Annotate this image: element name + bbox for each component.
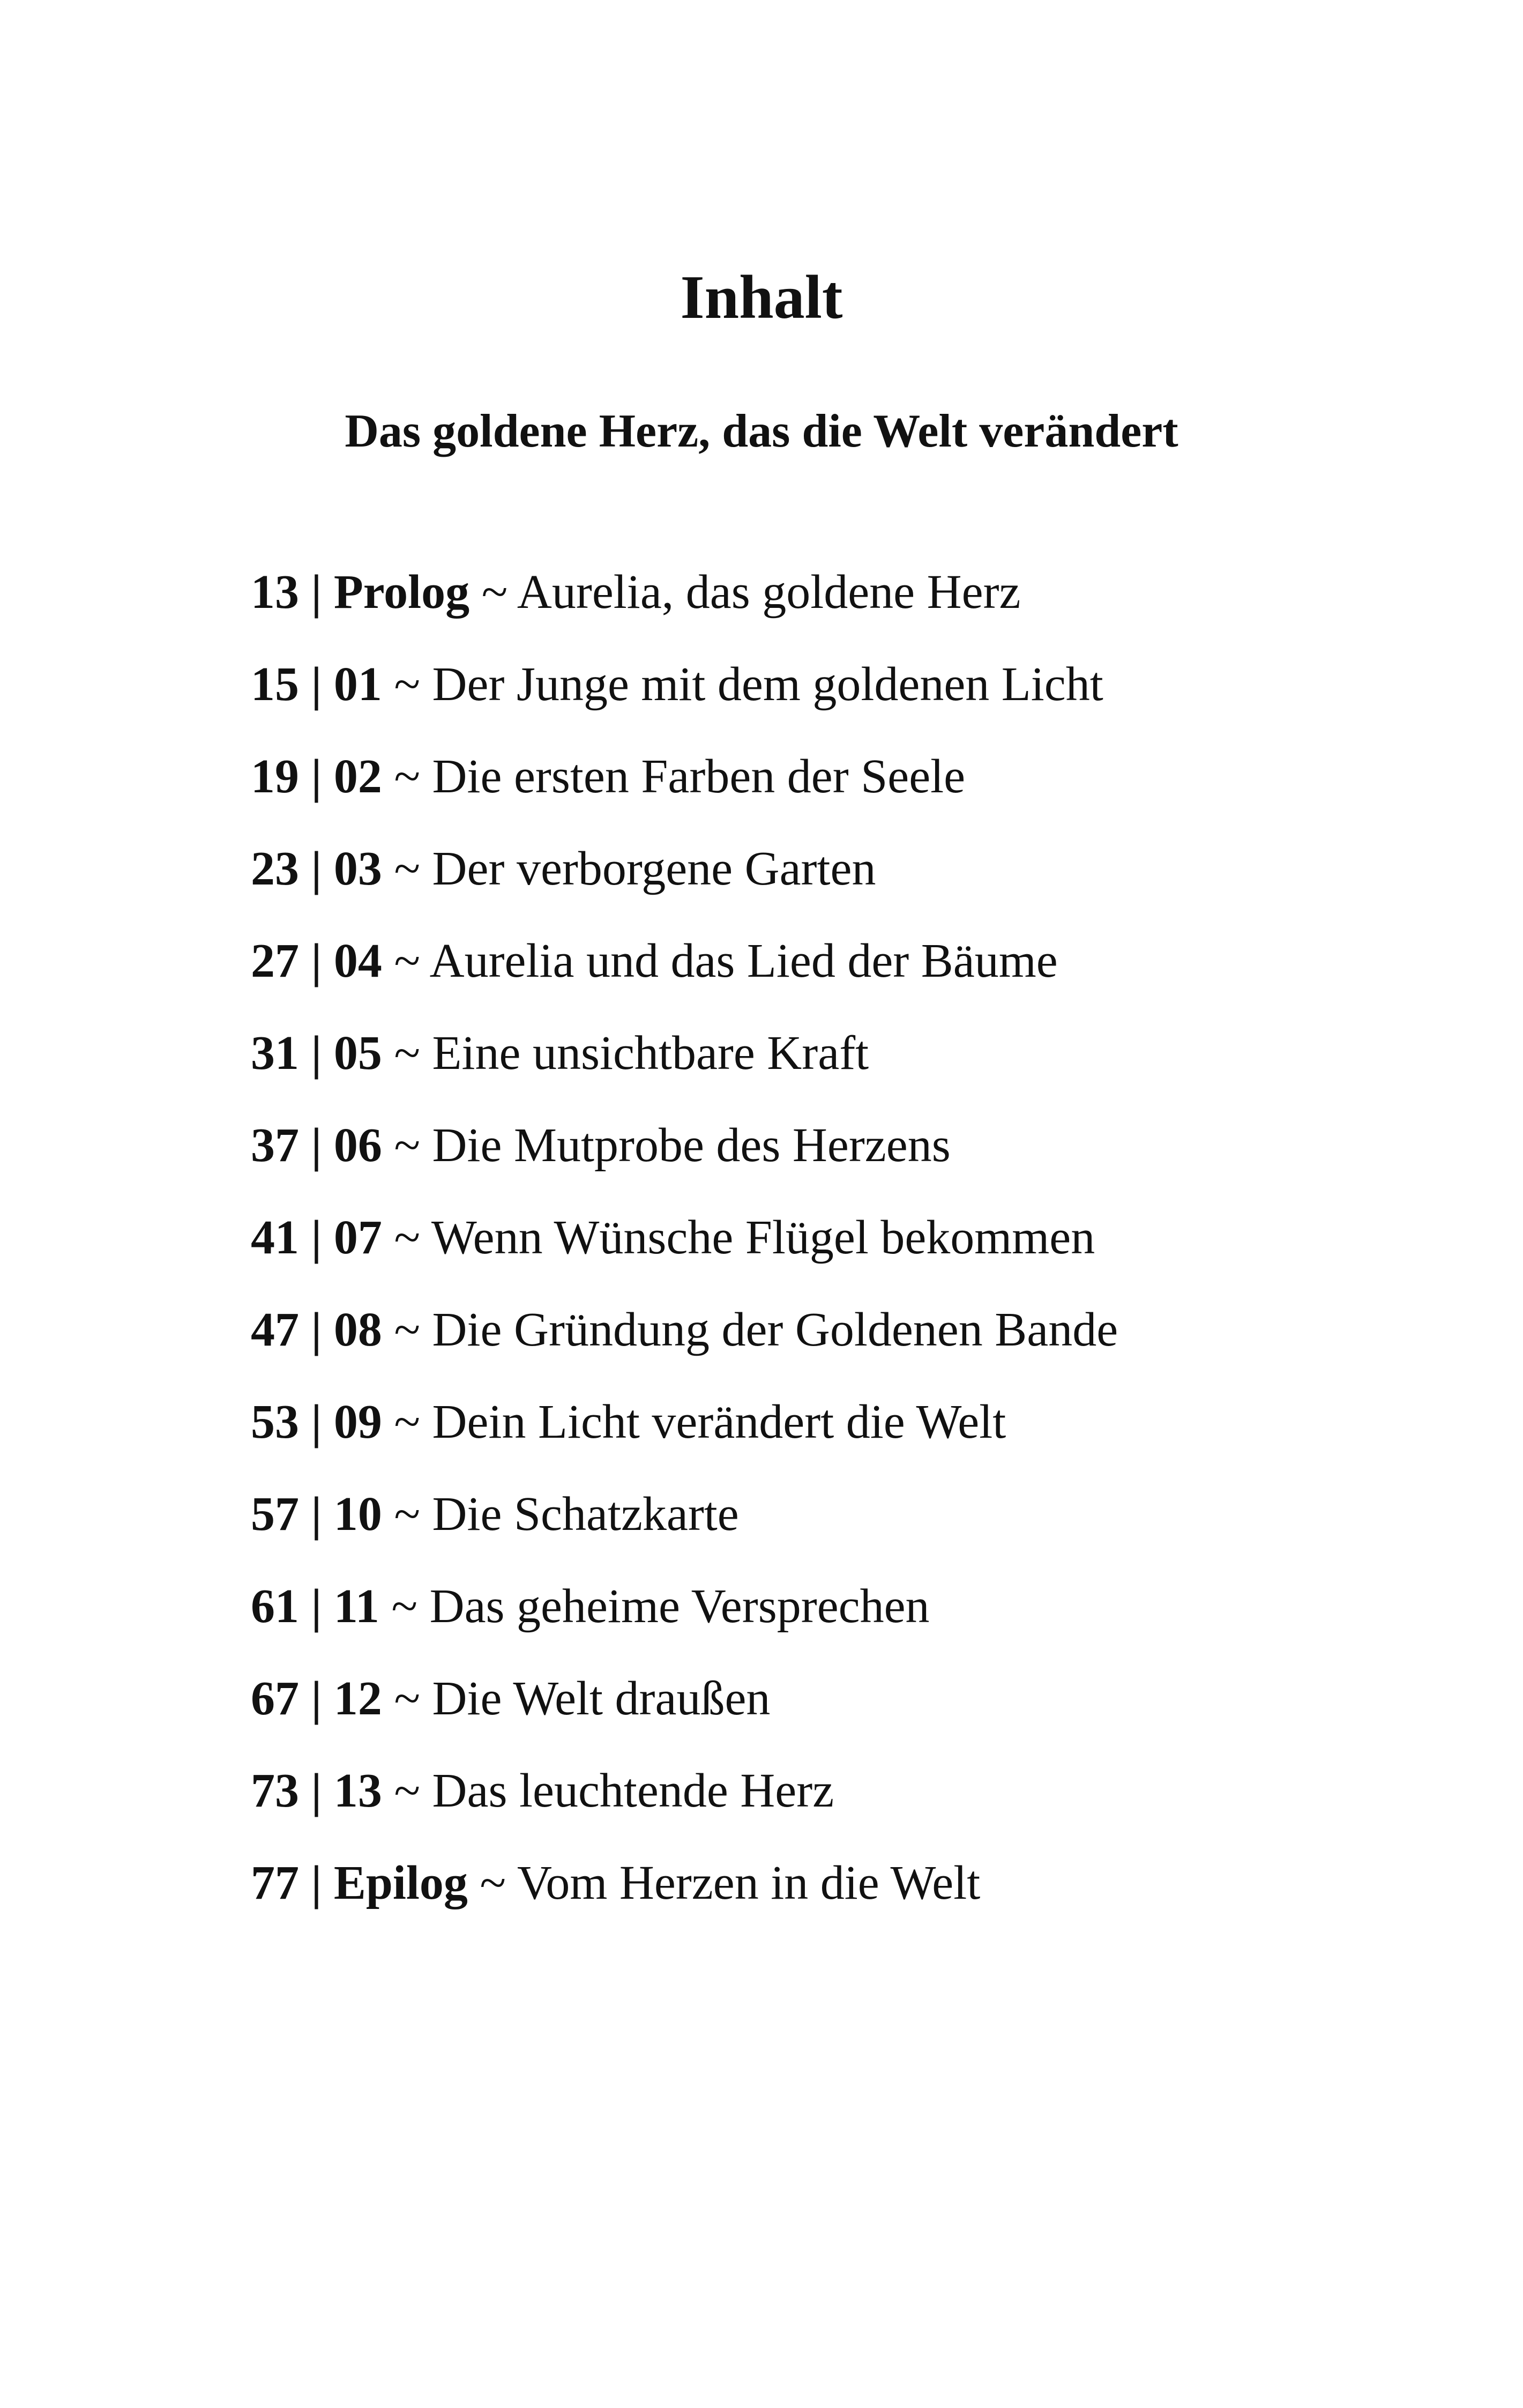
toc-chapter-number: Prolog	[333, 566, 470, 619]
toc-chapter-title: Der Junge mit dem goldenen Licht	[432, 658, 1103, 711]
toc-tilde: ~	[394, 934, 421, 987]
toc-tilde: ~	[394, 1764, 421, 1817]
toc-chapter-title: Die Gründung der Goldenen Bande	[432, 1303, 1118, 1356]
toc-page-number: 57	[251, 1488, 299, 1541]
toc-separator: |	[311, 1303, 322, 1356]
toc-tilde: ~	[394, 1119, 421, 1172]
toc-separator: |	[311, 842, 322, 895]
toc-chapter-number: 02	[333, 750, 382, 803]
toc-chapter-title: Die Schatzkarte	[432, 1488, 739, 1541]
toc-page-number: 41	[251, 1211, 299, 1264]
toc-separator: |	[311, 566, 322, 619]
toc-page-number: 47	[251, 1303, 299, 1356]
toc-page-number: 77	[251, 1856, 299, 1909]
page-title: Inhalt	[680, 263, 843, 332]
toc-page-number: 27	[251, 934, 299, 987]
toc-page-number: 73	[251, 1764, 299, 1817]
toc-entry	[251, 1569, 1118, 1661]
toc-chapter-title: Aurelia und das Lied der Bäume	[429, 934, 1058, 987]
toc-entry	[251, 1846, 1118, 1938]
toc-page-number: 31	[251, 1027, 299, 1080]
toc-tilde: ~	[394, 1303, 421, 1356]
toc-chapter-title: Der verborgene Garten	[432, 842, 876, 895]
toc-entry	[251, 739, 1118, 831]
toc-chapter-number: 13	[333, 1764, 382, 1817]
toc-separator: |	[311, 1580, 322, 1633]
toc-tilde: ~	[394, 1395, 421, 1448]
toc-entry	[251, 924, 1118, 1016]
toc-tilde: ~	[394, 1027, 421, 1080]
toc-chapter-number: 01	[333, 658, 382, 711]
toc-separator: |	[311, 1395, 322, 1448]
toc-tilde: ~	[394, 1672, 421, 1725]
toc-page-number: 67	[251, 1672, 299, 1725]
toc-chapter-title: Die ersten Farben der Seele	[432, 750, 966, 803]
toc-entry	[251, 1200, 1118, 1292]
toc-entry	[251, 1385, 1118, 1477]
toc-page-number: 15	[251, 658, 299, 711]
toc-entry	[251, 647, 1118, 739]
toc-chapter-number: 09	[333, 1395, 382, 1448]
toc-entry	[251, 831, 1118, 924]
toc-separator: |	[311, 1119, 322, 1172]
toc-chapter-title: Aurelia, das goldene Herz	[517, 566, 1021, 619]
toc-chapter-number: 08	[333, 1303, 382, 1356]
toc-separator: |	[311, 934, 322, 987]
toc-entry	[251, 1016, 1118, 1108]
toc-page-number: 23	[251, 842, 299, 895]
toc-separator: |	[311, 1856, 322, 1909]
toc-page-number: 61	[251, 1580, 299, 1633]
toc-entry	[251, 1753, 1118, 1846]
toc-separator: |	[311, 1027, 322, 1080]
toc-tilde: ~	[394, 842, 421, 895]
toc-chapter-title: Die Mutprobe des Herzens	[432, 1119, 951, 1172]
toc-tilde: ~	[394, 658, 421, 711]
toc-tilde: ~	[480, 1856, 506, 1909]
table-of-contents	[251, 555, 1118, 1938]
toc-chapter-title: Die Welt draußen	[432, 1672, 771, 1725]
toc-chapter-title: Vom Herzen in die Welt	[517, 1856, 981, 1909]
toc-chapter-number: 04	[333, 934, 382, 987]
toc-separator: |	[311, 1211, 322, 1264]
toc-entry	[251, 1292, 1118, 1385]
toc-chapter-number: 06	[333, 1119, 382, 1172]
toc-tilde: ~	[391, 1580, 418, 1633]
toc-page-number: 13	[251, 566, 299, 619]
toc-page-number: 37	[251, 1119, 299, 1172]
toc-separator: |	[311, 658, 322, 711]
book-subtitle: Das goldene Herz, das die Welt verändert	[345, 405, 1178, 457]
toc-entry	[251, 1108, 1118, 1200]
toc-separator: |	[311, 1764, 322, 1817]
toc-tilde: ~	[394, 750, 421, 803]
toc-chapter-title: Das geheime Versprechen	[429, 1580, 930, 1633]
toc-chapter-number: 11	[333, 1580, 379, 1633]
toc-separator: |	[311, 1488, 322, 1541]
toc-tilde: ~	[394, 1211, 421, 1264]
toc-chapter-title: Dein Licht verändert die Welt	[432, 1395, 1006, 1448]
toc-chapter-number: 12	[333, 1672, 382, 1725]
toc-entry	[251, 1661, 1118, 1753]
toc-chapter-title: Das leuchtende Herz	[432, 1764, 834, 1817]
toc-chapter-number: 10	[333, 1488, 382, 1541]
toc-chapter-number: Epilog	[333, 1856, 468, 1909]
toc-chapter-number: 07	[333, 1211, 382, 1264]
toc-entry	[251, 555, 1118, 647]
toc-chapter-title: Eine unsichtbare Kraft	[432, 1027, 869, 1080]
toc-tilde: ~	[394, 1488, 421, 1541]
toc-chapter-title: Wenn Wünsche Flügel bekommen	[431, 1211, 1095, 1264]
toc-tilde: ~	[481, 566, 508, 619]
toc-chapter-number: 03	[333, 842, 382, 895]
toc-page-number: 19	[251, 750, 299, 803]
toc-chapter-number: 05	[333, 1027, 382, 1080]
toc-page-number: 53	[251, 1395, 299, 1448]
toc-separator: |	[311, 750, 322, 803]
toc-entry	[251, 1477, 1118, 1569]
toc-separator: |	[311, 1672, 322, 1725]
